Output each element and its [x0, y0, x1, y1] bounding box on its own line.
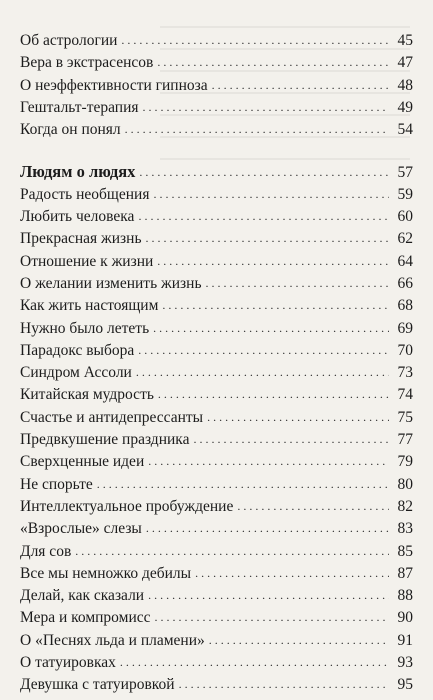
section-spacer [20, 141, 413, 161]
entry-page-number: 68 [397, 297, 413, 315]
dot-leader [237, 495, 389, 517]
entry-title: О желании изменить жизнь [20, 274, 202, 292]
entry-title: Мера и компромисс [20, 609, 151, 627]
toc-entry[interactable] [20, 318, 413, 340]
dot-leader [195, 562, 389, 584]
entry-title: Отношение к жизни [20, 252, 154, 270]
toc-entry[interactable] [20, 630, 413, 652]
dot-leader [207, 406, 389, 428]
entry-page-number: 66 [397, 274, 413, 292]
entry-title: Интеллектуальное пробуждение [20, 497, 234, 515]
entry-page-number: 49 [397, 98, 413, 116]
entry-page-number: 47 [397, 54, 413, 72]
entry-title: Радость необщения [20, 185, 150, 203]
dot-leader [120, 651, 389, 673]
dot-leader [153, 183, 389, 205]
entry-page-number: 93 [397, 654, 413, 672]
entry-page-number: 45 [397, 32, 413, 49]
entry-page-number: 69 [397, 319, 413, 337]
entry-title: Предвкушение праздника [20, 431, 190, 449]
entry-page-number: 64 [397, 252, 413, 270]
toc-entry[interactable] [20, 30, 413, 52]
dot-leader [153, 317, 389, 339]
dot-leader [212, 74, 389, 96]
dot-leader [146, 227, 389, 249]
toc-entry[interactable] [20, 184, 413, 206]
dot-leader [193, 428, 389, 450]
entry-title: О неэффективности гипноза [20, 76, 208, 94]
entry-title: Когда он понял [20, 121, 121, 139]
dot-leader [143, 96, 389, 118]
dot-leader [139, 161, 389, 183]
toc-entry[interactable] [20, 585, 413, 607]
toc-entry[interactable] [20, 563, 413, 585]
entry-page-number: 85 [397, 542, 413, 560]
entry-page-number: 82 [397, 497, 413, 515]
entry-page-number: 87 [397, 564, 413, 582]
toc-entry[interactable] [20, 340, 413, 362]
toc-entry[interactable] [20, 652, 413, 674]
toc-entry[interactable] [20, 674, 413, 696]
entry-title: Как жить настоящим [20, 297, 159, 315]
toc-group-2 [20, 184, 413, 697]
entry-title: Китайская мудрость [20, 386, 154, 404]
toc-entry[interactable] [20, 429, 413, 451]
dot-leader [179, 673, 389, 695]
entry-title: Делай, как сказали [20, 587, 145, 605]
toc-entry[interactable] [20, 52, 413, 74]
entry-page-number: 54 [397, 121, 413, 139]
dot-leader [155, 606, 389, 628]
entry-title: Парадокс выбора [20, 341, 135, 359]
entry-title: О «Песнях льда и пламени» [20, 631, 205, 649]
dot-leader [97, 473, 389, 495]
entry-page-number: 59 [397, 185, 413, 203]
dot-leader [158, 383, 389, 405]
section-title: Людям о людях [20, 162, 136, 182]
dot-leader [157, 250, 389, 272]
dot-leader [209, 629, 389, 651]
dot-leader [138, 339, 389, 361]
entry-title: Об астрологии [20, 32, 118, 49]
toc-entry[interactable] [20, 295, 413, 317]
toc-entry[interactable] [20, 97, 413, 119]
dot-leader [138, 205, 389, 227]
section-page-number: 57 [397, 164, 413, 182]
toc-entry[interactable] [20, 251, 413, 273]
table-of-contents [20, 30, 413, 697]
toc-entry[interactable] [20, 75, 413, 97]
entry-title: Вера в экстрасенсов [20, 54, 154, 72]
toc-entry[interactable] [20, 206, 413, 228]
toc-entry[interactable] [20, 474, 413, 496]
toc-section-heading[interactable] [20, 161, 413, 183]
toc-entry[interactable] [20, 451, 413, 473]
dot-leader [162, 294, 389, 316]
toc-entry[interactable] [20, 541, 413, 563]
dot-leader [157, 51, 389, 73]
entry-page-number: 90 [397, 609, 413, 627]
entry-page-number: 91 [397, 631, 413, 649]
dot-leader [125, 118, 389, 140]
entry-page-number: 83 [397, 520, 413, 538]
entry-title: Все мы немножко дебилы [20, 564, 192, 582]
entry-title: Синдром Ассоли [20, 364, 132, 382]
entry-title: Девушка с татуировкой [20, 676, 175, 694]
toc-entry[interactable] [20, 362, 413, 384]
toc-entry[interactable] [20, 384, 413, 406]
entry-page-number: 88 [397, 587, 413, 605]
entry-title: Сверхценные идеи [20, 453, 145, 471]
entry-title: Любить человека [20, 208, 135, 226]
entry-title: Прекрасная жизнь [20, 230, 142, 248]
dot-leader [75, 540, 389, 562]
entry-page-number: 79 [397, 453, 413, 471]
entry-page-number: 74 [397, 386, 413, 404]
toc-entry[interactable] [20, 607, 413, 629]
dot-leader [148, 450, 389, 472]
toc-entry[interactable] [20, 407, 413, 429]
dot-leader [146, 517, 389, 539]
dot-leader [206, 272, 389, 294]
entry-page-number: 60 [397, 208, 413, 226]
dot-leader [121, 29, 389, 51]
toc-entry[interactable] [20, 496, 413, 518]
toc-group-1 [20, 30, 413, 141]
toc-entry[interactable] [20, 273, 413, 295]
entry-page-number: 77 [397, 431, 413, 449]
entry-title: Для сов [20, 542, 72, 560]
entry-page-number: 73 [397, 364, 413, 382]
entry-title: О татуировках [20, 654, 116, 672]
entry-title: Не спорьте [20, 475, 93, 493]
entry-page-number: 80 [397, 475, 413, 493]
dot-leader [148, 584, 389, 606]
entry-page-number: 75 [397, 408, 413, 426]
toc-entry[interactable] [20, 119, 413, 141]
toc-entry[interactable] [20, 228, 413, 250]
entry-title: Счастье и антидепрессанты [20, 408, 204, 426]
toc-entry[interactable] [20, 518, 413, 540]
entry-title: Гештальт-терапия [20, 98, 139, 116]
entry-page-number: 48 [397, 76, 413, 94]
entry-page-number: 62 [397, 230, 413, 248]
entry-page-number: 95 [397, 676, 413, 694]
dot-leader [136, 361, 389, 383]
entry-page-number: 70 [397, 341, 413, 359]
entry-title: Нужно было лететь [20, 319, 150, 337]
entry-title: «Взрослые» слезы [20, 520, 142, 538]
